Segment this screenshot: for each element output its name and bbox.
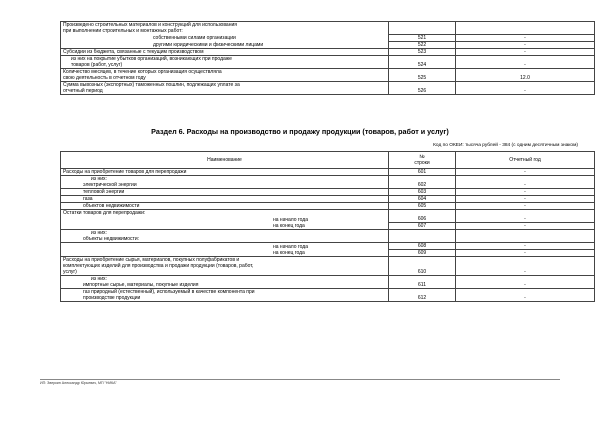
row-code [389,22,456,35]
row-code: 524 [389,55,456,68]
row-value: 12.0 [456,68,595,81]
row-value: - [456,295,595,302]
row-name: на начало года [61,216,389,223]
table-row [61,189,595,196]
row-name: услуг) [61,269,389,276]
row-value: - [456,81,595,94]
row-name: из них: [61,176,389,183]
row-name-line: Произведено строительных материалов и конструкций для использования [63,22,237,28]
row-value: - [456,169,595,176]
row-value: - [456,189,595,196]
row-code: 522 [389,41,456,48]
row-value: - [456,41,595,48]
row-name: Остатки товаров для перепродажи: [61,210,389,217]
table-row [61,295,595,302]
row-code: 602 [389,182,456,189]
header-code [389,152,456,169]
row-value: - [456,216,595,223]
table-row [61,243,595,250]
row-code: 612 [389,295,456,302]
row-name: электрической энергии [61,182,389,189]
header-value: Отчетный год [456,152,595,169]
page-footer: ИП: Зверкин Александр Юрьевич, МП "НИКА" [40,379,560,385]
row-value: - [456,269,595,276]
row-name: на конец года [61,223,389,230]
row-code: 606 [389,216,456,223]
row-value: - [456,203,595,210]
header-code-top: № [419,154,425,160]
row-name-line: из них на покрытие убытков организаций, возникающих при продаже [71,55,232,62]
row-code: 605 [389,203,456,210]
row-code: 523 [389,48,456,55]
row-name [61,81,389,94]
row-code: 521 [389,34,456,41]
row-code: 525 [389,68,456,81]
row-name: газ природный (естественный), используемый в качестве компонента при [61,289,389,296]
row-value: - [456,223,595,230]
row-code: 603 [389,189,456,196]
row-code: 611 [389,282,456,289]
unit-note: Код по ОКЕИ: тысяча рублей - 384 (с одним десятичным знаком) [433,143,578,148]
row-name: импортные сырье, материалы, покупные изделия [61,282,389,289]
row-name: Расходы на приобретение сырья, материалов, покупных полуфабрикатов и [61,257,389,264]
row-name: тепловой энергии [61,189,389,196]
row-value [456,22,595,35]
row-name: из них: [61,276,389,283]
table-row [61,34,595,41]
row-name: на начало года [61,243,389,250]
row-value: - [456,196,595,203]
table-row [61,68,595,81]
row-name: на конец года [61,250,389,257]
row-name-line: отчетный период [63,87,103,94]
table-header-row [61,152,595,169]
row-name: комплектующих изделий для производства и продажи продукции (товаров, работ, [61,263,389,269]
row-name-line: свою деятельность в отчетном году [63,74,146,81]
row-code: 601 [389,169,456,176]
table-row [61,223,595,230]
row-name-line: при выполнении строительных и монтажных работ: [63,28,183,34]
row-name: Субсидии из бюджета, связанные с текущим производством [61,48,389,55]
row-name-line: товаров (работ, услуг) [71,61,123,68]
row-value: - [456,243,595,250]
table-row [61,48,595,55]
row-code: 526 [389,81,456,94]
row-value: - [456,34,595,41]
row-code: 607 [389,223,456,230]
header-name: Наименование [61,152,389,169]
row-value: - [456,48,595,55]
row-value: - [456,282,595,289]
section-table [60,151,595,302]
row-value: - [456,182,595,189]
row-name: объектов недвижимости [61,203,389,210]
row-code: 610 [389,269,456,276]
table-row [61,22,595,35]
table-row [61,250,595,257]
row-name: другими юридическими и физическими лицами [61,41,389,48]
table-row [61,41,595,48]
row-name [61,68,389,81]
row-name: собственными силами организации [61,34,389,41]
row-code: 608 [389,243,456,250]
row-code: 604 [389,196,456,203]
row-value: - [456,250,595,257]
table-row [61,55,595,68]
row-name-line: Сумма вывозных (экспортных) таможенных пошлин, подлежащих уплате за [63,81,240,88]
table-row [61,196,595,203]
header-code-bottom: строки [414,160,430,166]
table-row [61,81,595,94]
row-value: - [456,55,595,68]
row-name: из них: [61,230,389,237]
row-name: производстве продукции [61,295,389,302]
section-title: Раздел 6. Расходы на производство и продажу продукции (товаров, работ и услуг) [151,127,449,136]
row-name: Расходы на приобретение товаров для перепродажи [61,169,389,176]
row-code: 609 [389,250,456,257]
row-name: объекты недвижимости: [61,236,389,243]
row-name [61,55,389,68]
table-row [61,169,595,176]
row-name-line: Количество месяцев, в течение которых организация осуществляла [63,68,222,75]
top-table [60,21,595,95]
row-name: газа [61,196,389,203]
table-row [61,203,595,210]
row-name [61,22,389,35]
